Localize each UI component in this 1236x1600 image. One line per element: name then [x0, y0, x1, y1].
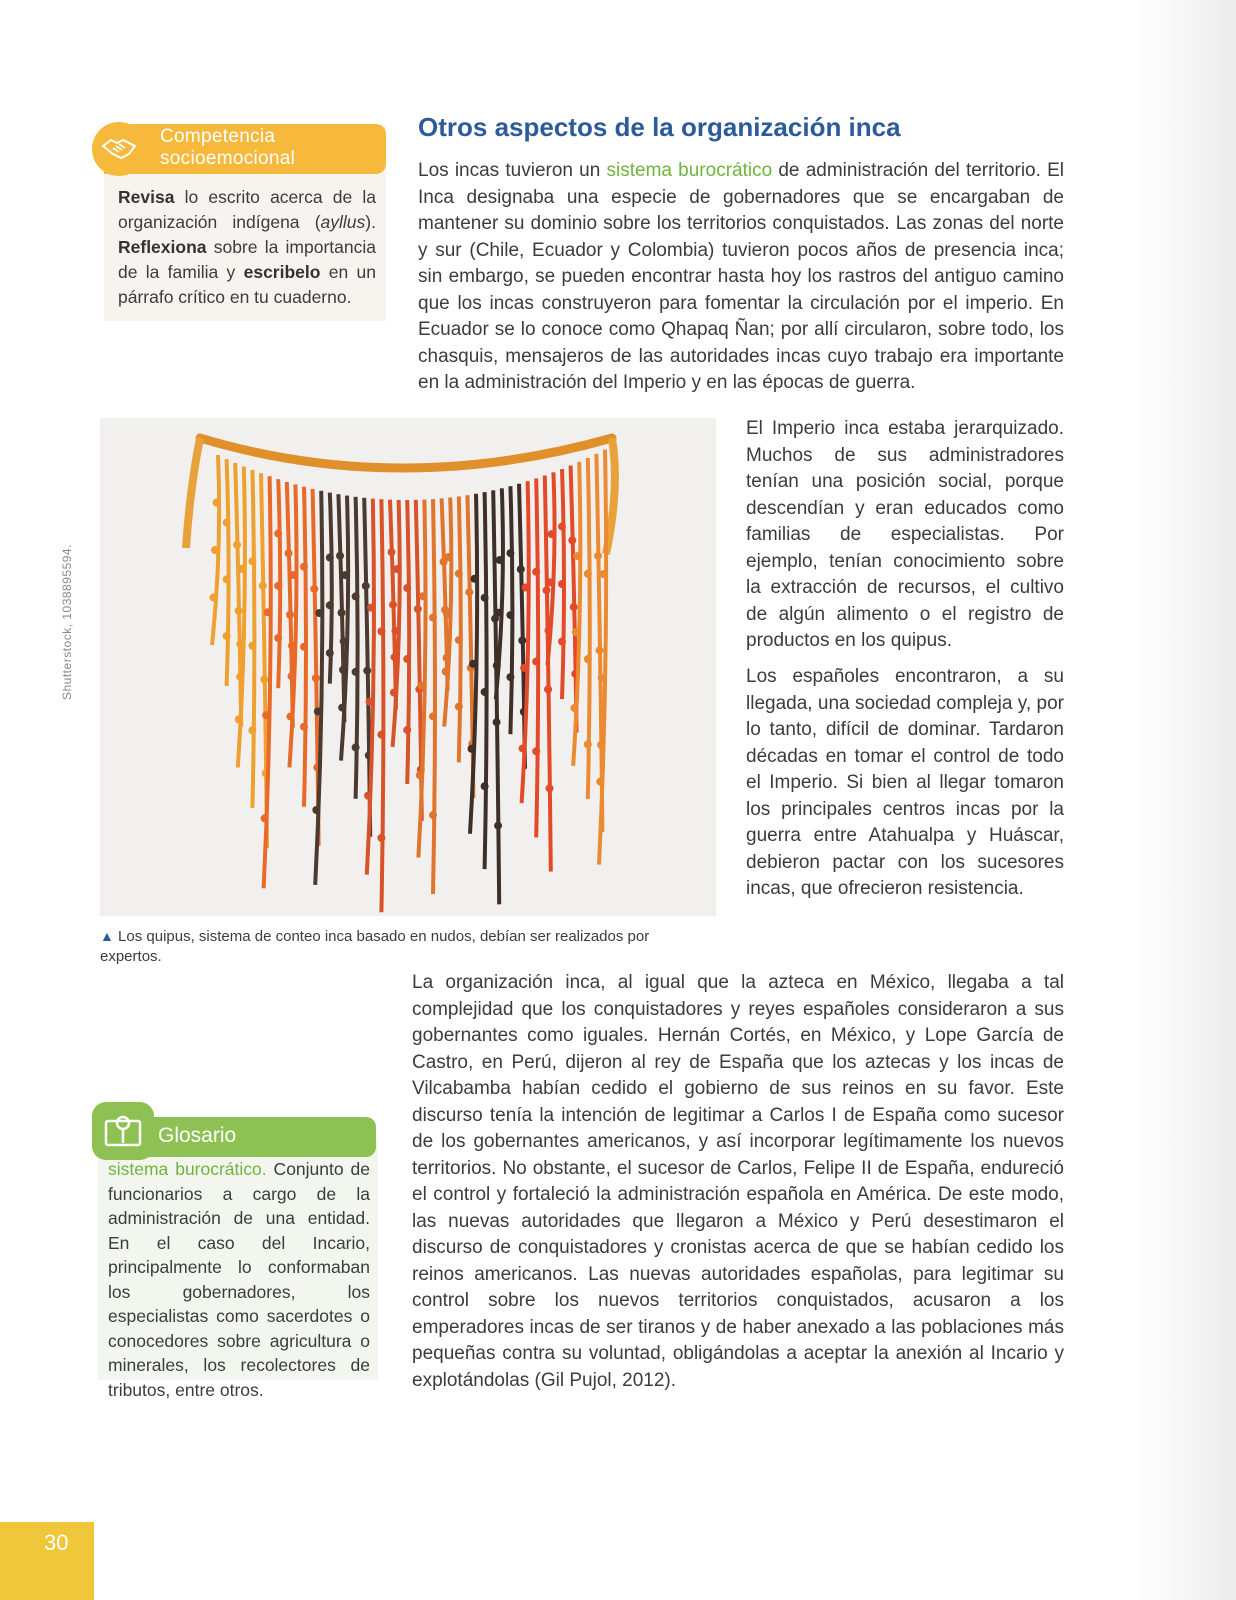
quipu-knot: [442, 668, 450, 676]
quipu-knot: [364, 792, 372, 800]
quipu-knot: [211, 546, 219, 554]
quipu-knot: [235, 607, 243, 615]
quipu-knot: [274, 582, 282, 590]
quipu-pendant-cord: [485, 492, 487, 869]
quipu-knot: [326, 649, 334, 657]
quipu-knot: [455, 636, 463, 644]
quipu-knot: [367, 604, 375, 612]
quipu-knot: [506, 673, 514, 681]
page-edge: [1136, 0, 1236, 1600]
quipu-knot: [596, 778, 604, 786]
quipu-knot: [558, 523, 566, 531]
quipu-knot: [236, 640, 244, 648]
quipu-knot: [493, 718, 501, 726]
quipu-knot: [389, 601, 397, 609]
quipu-knot: [391, 627, 399, 635]
quipu-knot: [414, 605, 422, 613]
paragraph-3: Los españoles encontraron, a su llegada, una sociedad compleja y, por lo tanto, difícil de dominar. Tardaron décadas en tomar el control de todo el Imperio. Si bien al llegar tomaron los principales centros incas por la guerra entre Atahualpa y Huáscar, debieron pactar con los sucesores incas, que ofrecieron resistencia.: [746, 666, 1064, 899]
quipu-knot: [363, 667, 371, 675]
quipu-knot: [481, 594, 489, 602]
quipu-knot: [599, 570, 607, 578]
photo-caption: ▲ Los quipus, sistema de conteo inca basado en nudos, debían ser realizados por expertos.: [100, 928, 650, 965]
book-icon: [92, 1102, 154, 1160]
quipu-knot: [340, 637, 348, 645]
section-heading: Otros aspectos de la organización inca: [418, 112, 901, 142]
quipu-knot: [235, 715, 243, 723]
quipu-knot: [506, 549, 514, 557]
quipu-knot: [546, 784, 554, 792]
paragraph-2: El Imperio inca estaba jerarquizado. Muchos de sus administradores tenían una posición social, porque descendían y eran educados como familias de especialistas. Por ejemplo, tenían conocimiento sobre la extracción de recursos, el cultivo de algún alimento o el registro de productos en los quipus.: [746, 418, 1064, 651]
quipu-knot: [300, 723, 308, 731]
quipu-knot: [403, 655, 411, 663]
quipu-knot: [264, 608, 272, 616]
photo-credit: Shutterstock, 1038895594.: [60, 544, 74, 700]
glosario-definition: sistema burocrático. Conjunto de funcionarios a cargo de la administración de una entidad. En el caso del Incario, principalmente lo conformaban los gobernadores, los especialistas como sacerdotes o conocedores sobre agricultura o minerales, los recolectores de tributos, entre otros.: [108, 1159, 370, 1400]
quipu-knot: [286, 611, 294, 619]
competencia-title: Competencia socioemocional: [160, 126, 296, 169]
quipu-knot: [336, 552, 344, 560]
quipu-knot: [326, 601, 334, 609]
quipu-knot: [310, 585, 318, 593]
glosario-term: sistema burocrático.: [108, 1159, 267, 1179]
quipu-knot: [285, 549, 293, 557]
quipu-knot: [352, 743, 360, 751]
quipu-knot: [341, 571, 349, 579]
quipu-knot: [210, 594, 218, 602]
quipu-knot: [223, 519, 231, 527]
quipu-knot: [493, 662, 501, 670]
quipu-knot: [352, 668, 360, 676]
quipu-knot: [445, 553, 453, 561]
quipu-knot: [598, 674, 606, 682]
quipu-knot: [223, 575, 231, 583]
quipu-knot: [260, 675, 268, 683]
quipu-knot: [568, 536, 576, 544]
quipu-knot: [262, 711, 270, 719]
quipu-knot: [481, 688, 489, 696]
quipu-pendant-cord: [252, 470, 254, 808]
quipu-knot: [416, 771, 424, 779]
quipu-knot: [570, 704, 578, 712]
quipu-knot: [517, 565, 525, 573]
quipu-knot: [248, 557, 256, 565]
quipu-knot: [596, 646, 604, 654]
quipu-knot: [233, 541, 241, 549]
quipu-knot: [546, 578, 554, 586]
quipu-knot: [429, 811, 437, 819]
quipu-knot: [429, 614, 437, 622]
quipu-knot: [213, 499, 221, 507]
quipu-knot: [326, 554, 334, 562]
quipu-knot: [532, 658, 540, 666]
quipu-knot: [314, 707, 322, 715]
quipu-knot: [352, 592, 360, 600]
quipu-knot: [494, 609, 502, 617]
glossary-term-link: sistema burocrático: [606, 160, 773, 181]
quipu-knot: [274, 530, 282, 538]
quipu-knot: [312, 806, 320, 814]
quipu-knot: [584, 570, 592, 578]
quipu-knot: [300, 563, 308, 571]
quipu-knot: [558, 638, 566, 646]
quipu-knot: [286, 712, 294, 720]
quipu-knot: [443, 610, 451, 618]
quipu-knot: [532, 568, 540, 576]
quipu-knot: [403, 726, 411, 734]
paragraph-4: La organización inca, al igual que la azteca en México, llegaba a tal complejidad que los conquistadores y reyes españoles consideraron a sus gobernantes como iguales. Hernán Cortés, en México, y Lope García de Castro, en Perú, dijeron al rey de España que los aztecas y los incas de Vilcabamba habían cedido el gobierno de sus reinos en su favor. Este discurso tenía la intención de legitimar a Carlos I de España como sucesor de los gobernantes americanos, y así incorporar legítimamente los nuevos territorios. No obstante, el sucesor de Carlos, Felipe II de España, endureció el control y fortaleció la administración española en América. De este modo, las nuevas autoridades que llegaron a México y Perú desestimaron el discurso de conquistadores y cronistas acerca de que se habían cedido los reinos americanos. Las nuevas autoridades españolas, para legitimar su control sobre los nuevos territorios conquistados, acusaron a los emperadores incas de ser tiranos y de haber anexado a las poblaciones más pequeñas contra su voluntad, obligándolas a aceptar la anexión al Incario y explotándolas (Gil Pujol, 2012).: [412, 972, 1064, 1391]
handshake-icon: [92, 122, 146, 176]
quipu-knot: [481, 782, 489, 790]
quipu-knot: [547, 530, 555, 538]
quipu-knot: [377, 627, 385, 635]
quipu-knot: [519, 744, 527, 752]
page-number: 30: [44, 1530, 69, 1555]
quipu-knot: [274, 634, 282, 642]
quipu-knot: [594, 552, 602, 560]
quipu-pendant-cord: [510, 486, 512, 734]
quipu-knot: [429, 712, 437, 720]
quipu-knot: [388, 548, 396, 556]
quipu-knot: [248, 726, 256, 734]
quipu-pendant-cord: [433, 499, 435, 894]
quipu-knot: [543, 586, 551, 594]
quipu-knot: [393, 565, 401, 573]
quipu-knot: [417, 682, 425, 690]
quipu-pendant-cord: [459, 496, 461, 762]
quipu-knot: [377, 731, 385, 739]
quipu-knot: [496, 556, 504, 564]
quipu-photo: [100, 418, 716, 916]
quipu-knot: [572, 628, 580, 636]
quipu-knot: [584, 740, 592, 748]
quipu-knot: [403, 584, 411, 592]
paragraph-1: Los incas tuvieron un sistema burocrático de administración del territorio. El Inca designaba una especie de gobernadores que se encargaban de mantener su dominio sobre los territorios conquistados. Las zonas del norte y sur (Chile, Ecuador y Colombia) tuvieron pocos años de presencia inca; sin embargo, se pueden encontrar hasta hoy los rastros del antiguo camino que los incas construyeron para fomentar la circulación por el imperio. En Ecuador se lo conoce como Qhapaq Ñan; por allí circularon, sobre todo, los chasquis, mensajeros de las autoridades incas cuyo trabajo era importante en la administración del Imperio y en las épocas de guerra.: [418, 160, 1064, 393]
quipu-knot: [315, 609, 323, 617]
competencia-text: Revisa lo escrito acerca de la organización indígena (ayllus). Reflexiona sobre la importancia de la familia y escribelo en un párrafo crítico en tu cuaderno.: [118, 187, 376, 307]
quipu-knot: [300, 643, 308, 651]
quipu-knot: [520, 664, 528, 672]
quipu-knot: [261, 814, 269, 822]
quipu-knot: [259, 582, 267, 590]
quipu-knot: [390, 689, 398, 697]
quipu-knot: [573, 552, 581, 560]
quipu-knot: [471, 575, 479, 583]
quipu-knot: [465, 588, 473, 596]
glosario-title: Glosario: [158, 1124, 237, 1147]
quipu-knot: [338, 609, 346, 617]
quipu-knot: [223, 632, 231, 640]
quipu-knot: [570, 603, 578, 611]
quipu-knot: [366, 698, 374, 706]
quipu-knot: [419, 592, 427, 600]
quipu-knot: [468, 745, 476, 753]
quipu-knot: [518, 637, 526, 645]
quipu-knot: [338, 704, 346, 712]
quipu-knot: [494, 822, 502, 830]
quipu-knot: [558, 580, 566, 588]
quipu-knot: [312, 674, 320, 682]
triangle-icon: ▲: [100, 928, 114, 944]
quipu-knot: [362, 582, 370, 590]
quipu-pendant-cord: [227, 459, 229, 686]
quipu-knot: [522, 583, 530, 591]
quipu-pendant-cord: [407, 500, 409, 784]
quipu-knot: [455, 570, 463, 578]
quipu-knot: [377, 834, 385, 842]
quipu-pendant-cord: [356, 497, 358, 799]
quipu-knot: [455, 703, 463, 711]
quipu-knot: [469, 660, 477, 668]
quipu-knot: [288, 642, 296, 650]
quipu-knot: [248, 642, 256, 650]
quipu-knot: [238, 565, 246, 573]
quipu-knot: [544, 627, 552, 635]
quipu-knot: [532, 747, 540, 755]
quipu-knot: [544, 685, 552, 693]
quipu-knot: [584, 655, 592, 663]
quipu-knot: [506, 611, 514, 619]
quipu-knot: [289, 571, 297, 579]
quipu-pendant-cord: [381, 499, 383, 912]
